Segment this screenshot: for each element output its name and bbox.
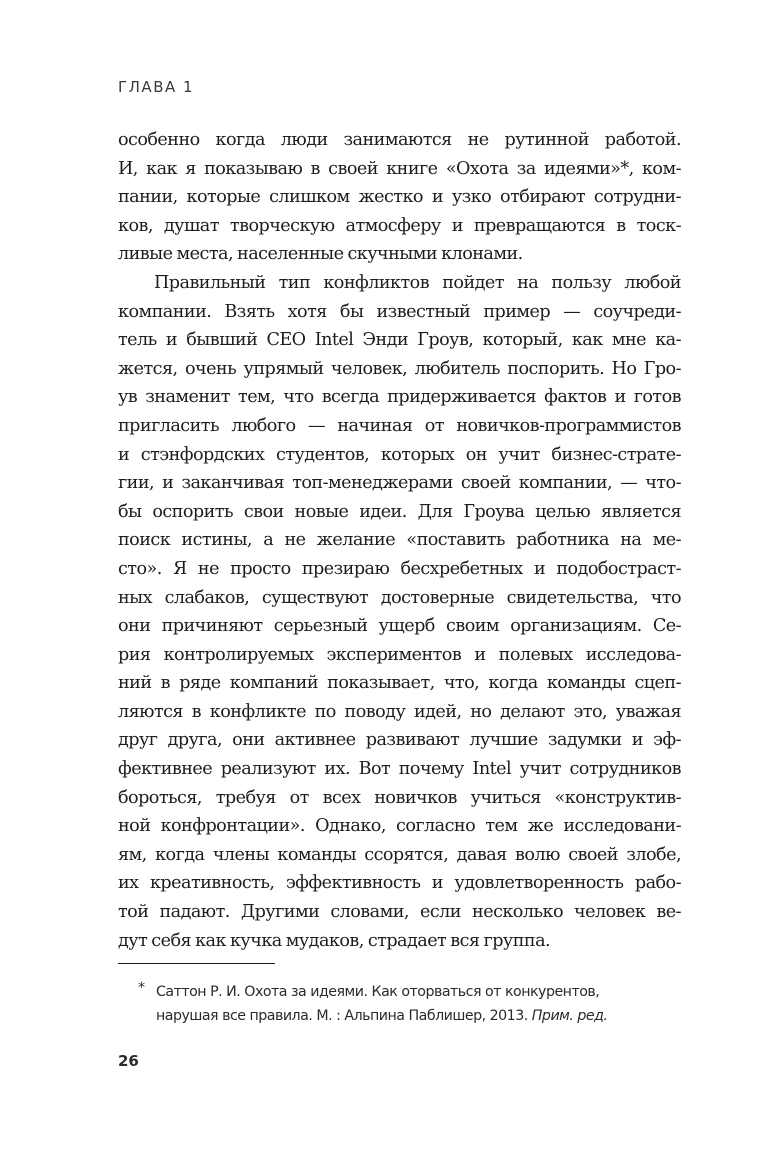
text-line: пригласить любого — начиная от новичков-программистов (118, 415, 681, 436)
text-line: ям, когда члены команды ссорятся, давая волю своей злобе, (118, 844, 681, 865)
text-line: поиск истины, а не желание «поставить работника на ме- (118, 530, 681, 551)
running-head: ГЛАВА 1 (118, 78, 195, 96)
text-line: дут себя как кучка мудаков, страдает вся группа. (118, 930, 551, 951)
text-line: они причиняют серьезный ущерб своим организациям. Се- (118, 616, 681, 637)
text-line: фективнее реализуют их. Вот почему Intel учит сотрудников (118, 759, 681, 780)
footnote-citation: нарушая все правила. М. : Альпина Паблишер, 2013. (156, 1008, 528, 1024)
text-line: сто». Я не просто презираю бесхребетных и подобостраст- (118, 558, 681, 579)
text-line: И, как я показываю в своей книге «Охота за идеями»*, ком- (118, 158, 681, 179)
text-line: ний в ряде компаний показывает, что, когда команды сцеп- (118, 673, 681, 694)
text-line: пании, которые слишком жестко и узко отбирают сотрудни- (118, 187, 681, 208)
footnote-line (156, 1004, 676, 1028)
text-line: рия контролируемых экспериментов и полевых исследова- (118, 644, 681, 665)
body-text (118, 126, 681, 955)
text-line: ных слабаков, существуют достоверные свидетельства, что (118, 587, 681, 608)
text-line: особенно когда люди занимаются не рутинной работой. (118, 130, 681, 150)
text-line: жется, очень упрямый человек, любитель поспорить. Но Гро- (118, 358, 681, 379)
text-line: Правильный тип конфликтов пойдет на пользу любой (154, 272, 681, 293)
text-line: ков, душат творческую атмосферу и превращаются в тоск- (118, 215, 681, 236)
text-line: ливые места, населенные скучными клонами. (118, 244, 523, 265)
page-number: 26 (118, 1052, 139, 1070)
text-line: ув знаменит тем, что всегда придерживается фактов и готов (118, 387, 681, 408)
footnote-marker: * (138, 980, 145, 996)
text-line: компании. Взять хотя бы известный пример — соучреди- (118, 301, 681, 322)
text-line: бороться, требуя от всех новичков учиться «конструктив- (118, 787, 681, 808)
text-line: бы оспорить свои новые идеи. Для Гроува целью является (118, 501, 681, 522)
editor-note: Прим. ред. (531, 1008, 608, 1024)
footnote-divider (118, 963, 275, 964)
text-line: ной конфронтации». Однако, согласно тем же исследовани- (118, 816, 681, 837)
text-line: их креативность, эффективность и удовлетворенность рабо- (118, 873, 681, 894)
text-line: гии, и заканчивая топ-менеджерами своей компании, — что- (118, 473, 681, 494)
text-line: друг друга, они активнее развивают лучшие задумки и эф- (118, 730, 681, 751)
footnote-line: Саттон Р. И. Охота за идеями. Как оторваться от конкурентов, (156, 984, 600, 1000)
text-line: тель и бывший CEO Intel Энди Гроув, который, как мне ка- (118, 330, 681, 351)
text-line: той падают. Другими словами, если несколько человек ве- (118, 902, 681, 923)
text-line: ляются в конфликте по поводу идей, но делают это, уважая (118, 701, 681, 722)
text-line: и стэнфордских студентов, которых он учит бизнес-страте- (118, 444, 681, 465)
footnote (138, 980, 676, 1028)
